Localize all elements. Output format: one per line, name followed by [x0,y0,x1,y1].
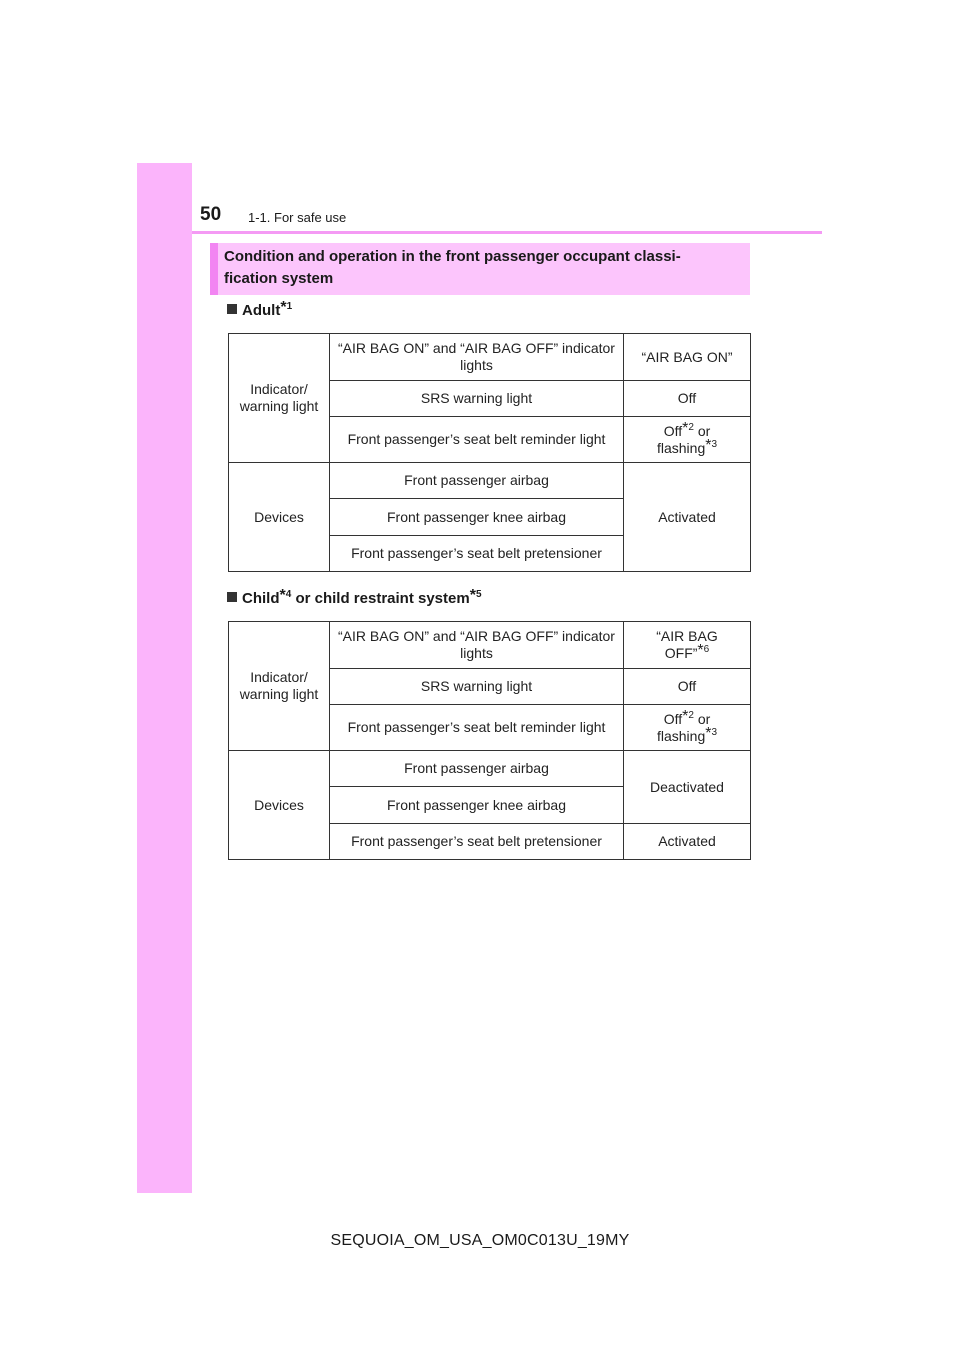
child-subheading: Child$^{*4}$ or child restraint system$^{*5}$ [227,590,482,607]
airbag-indicator-value: “AIR BAG ON” [624,334,751,381]
belt-reminder-label: Front passenger’s seat belt reminder light [330,417,624,463]
section-tab-band [137,163,192,1193]
indicator-label-cell: Indicator/ warning light [229,334,330,463]
document-code-footer: SEQUOIA_OM_USA_OM0C013U_19MY [330,1232,630,1249]
table-row [229,334,751,381]
pretensioner-value: Activated [624,824,751,860]
devices-label-cell: Devices [229,463,330,572]
srs-label: SRS warning light [330,669,624,705]
section-heading-line1: Condition and operation in the front passenger occupant classi- [224,248,681,265]
airbags-value-cell: Deactivated [624,751,751,824]
table-row [229,463,751,499]
asterisk-icon: * [279,587,286,604]
airbag-indicator-label: “AIR BAG ON” and “AIR BAG OFF” indicator lights [330,622,624,669]
asterisk-icon: * [697,642,704,660]
srs-value: Off [624,381,751,417]
srs-label: SRS warning light [330,381,624,417]
table-row [229,751,751,787]
adult-status-table [228,333,751,572]
srs-value: Off [624,669,751,705]
asterisk-icon: * [682,419,689,437]
airbag-indicator-label: “AIR BAG ON” and “AIR BAG OFF” indicator lights [330,334,624,381]
header-rule [192,231,822,234]
asterisk-icon: * [280,299,287,316]
adult-subheading: Adult$^{*1}$ [227,302,292,319]
airbag-indicator-value: “AIR BAG OFF”$^{*6}$ [624,622,751,669]
indicator-label-cell: Indicator/ warning light [229,622,330,751]
belt-reminder-value: Off$^{*2}$ or flashing$^{*3}$ [624,417,751,463]
square-bullet-icon [227,592,237,602]
devices-value-cell: Activated [624,463,751,572]
page-number: 50 [200,204,222,225]
belt-reminder-label: Front passenger’s seat belt reminder light [330,705,624,751]
table-row [229,622,751,669]
asterisk-icon: * [469,587,476,604]
pretensioner-label: Front passenger’s seat belt pretensioner [330,536,624,572]
knee-airbag-label: Front passenger knee airbag [330,787,624,824]
child-status-table [228,621,751,860]
asterisk-icon: * [705,724,712,742]
square-bullet-icon [227,304,237,314]
front-airbag-label: Front passenger airbag [330,463,624,499]
devices-label-cell: Devices [229,751,330,860]
knee-airbag-label: Front passenger knee airbag [330,499,624,536]
asterisk-icon: * [682,707,689,725]
belt-reminder-value: Off$^{*2}$ or flashing$^{*3}$ [624,705,751,751]
section-heading-line2: fication system [224,270,334,287]
front-airbag-label: Front passenger airbag [330,751,624,787]
section-heading [210,243,750,295]
pretensioner-label: Front passenger’s seat belt pretensioner [330,824,624,860]
asterisk-icon: * [705,436,712,454]
section-breadcrumb: 1-1. For safe use [248,210,347,225]
